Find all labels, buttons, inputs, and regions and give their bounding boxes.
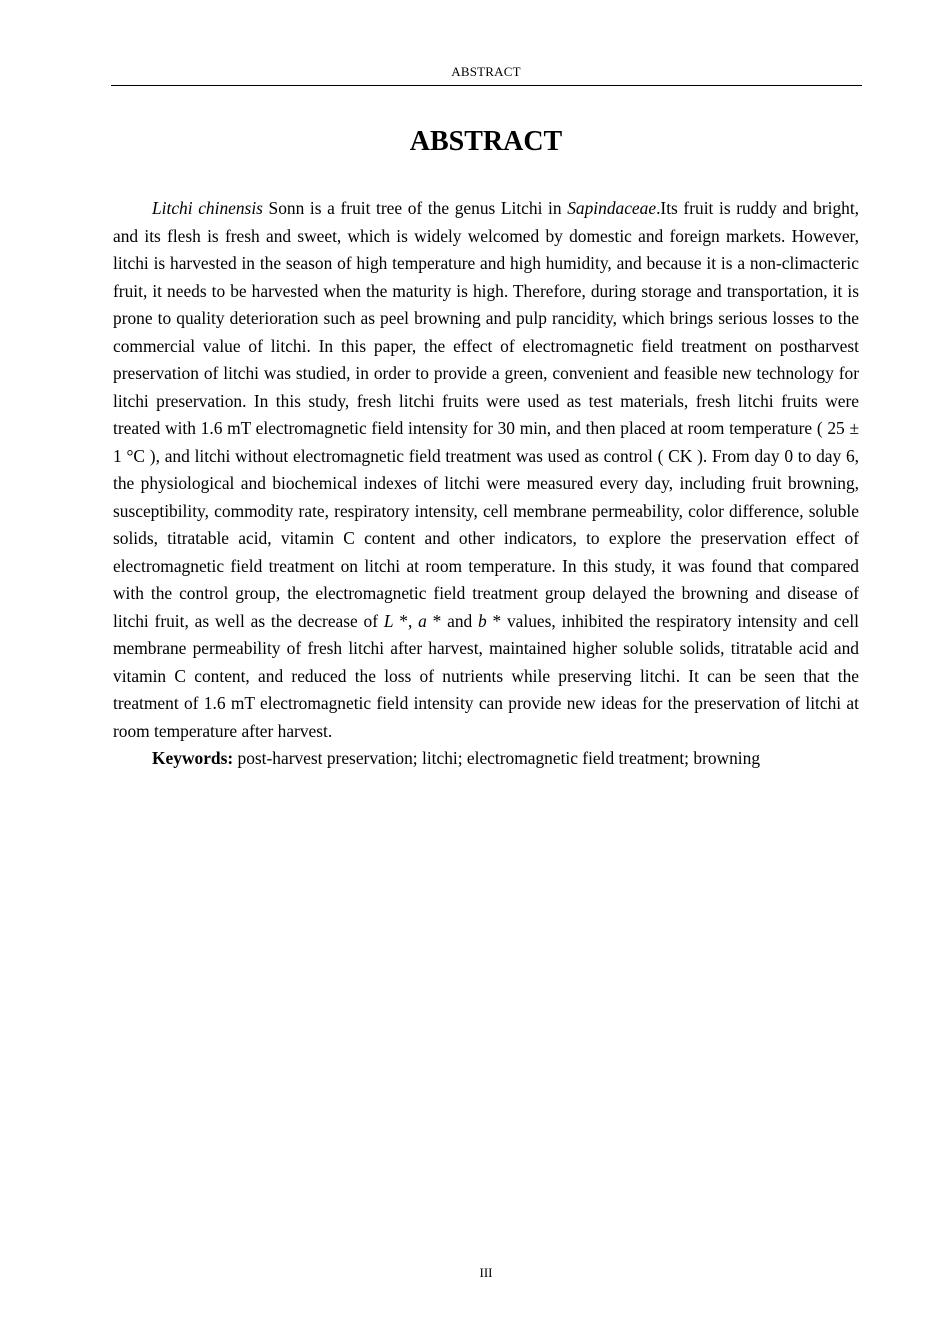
page-number: III <box>479 1265 493 1280</box>
abstract-text-1: Sonn is a fruit tree of the genus Litchi in <box>262 198 568 218</box>
color-l-symbol: L <box>383 610 394 631</box>
running-header: ABSTRACT <box>451 64 521 79</box>
keywords-text: post-harvest preservation; litchi; electromagnetic field treatment; browning <box>233 748 761 768</box>
color-a-symbol: a <box>418 610 427 631</box>
abstract-text-5: * values, inhibited the respiratory intensity and cell membrane permeability of fresh litchi after harvest, maintained higher soluble solids, titratable acid and vitamin C content, and reduced the loss of nutrients while preserving litchi. It can be seen that the treatment of 1.6 mT electromagnetic field intensity can provide new ideas for the preservation of litchi at room temperature after harvest. <box>113 610 859 741</box>
color-b-symbol: b <box>478 610 487 631</box>
abstract-paragraph <box>113 195 859 745</box>
species-name: Litchi chinensis <box>152 198 263 218</box>
abstract-body <box>113 195 859 773</box>
page-title: ABSTRACT <box>409 126 563 157</box>
abstract-text-4: * and <box>426 610 478 631</box>
keywords-label: Keywords: <box>152 748 234 768</box>
header-rule <box>111 85 862 86</box>
family-name: Sapindaceae <box>567 198 657 218</box>
keywords-line <box>113 745 859 773</box>
abstract-text-3: *, <box>393 610 419 631</box>
abstract-text-2: .Its fruit is ruddy and bright, and its flesh is fresh and sweet, which is widely welcomed by domestic and foreign markets. However, litchi is harvested in the season of high temperature and high humidity, and because it is a non-climacteric fruit, it needs to be harvested when the maturity is high. Therefore, during storage and transportation, it is prone to quality deterioration such as peel browning and pulp rancidity, which brings serious losses to the commercial value of litchi. In this paper, the effect of electromagnetic field treatment on postharvest preservation of litchi was studied, in order to provide a green, convenient and feasible new technology for litchi preservation. In this study, fresh litchi fruits were used as test materials, fresh litchi fruits were treated with 1.6 mT electromagnetic field intensity for 30 min, and then placed at room temperature ( 25 ± 1 °C ), and litchi without electromagnetic field treatment was used as control ( CK ). From day 0 to day 6, the physiological and biochemical indexes of litchi were measured every day, including fruit browning, susceptibility, commodity rate, respiratory intensity, cell membrane permeability, color difference, soluble solids, titratable acid, vitamin C content and other indicators, to explore the preservation effect of electromagnetic field treatment on litchi at room temperature. In this study, it was found that compared with the control group, the electromagnetic field treatment group delayed the browning and disease of litchi fruit, as well as the decrease of <box>113 198 860 631</box>
